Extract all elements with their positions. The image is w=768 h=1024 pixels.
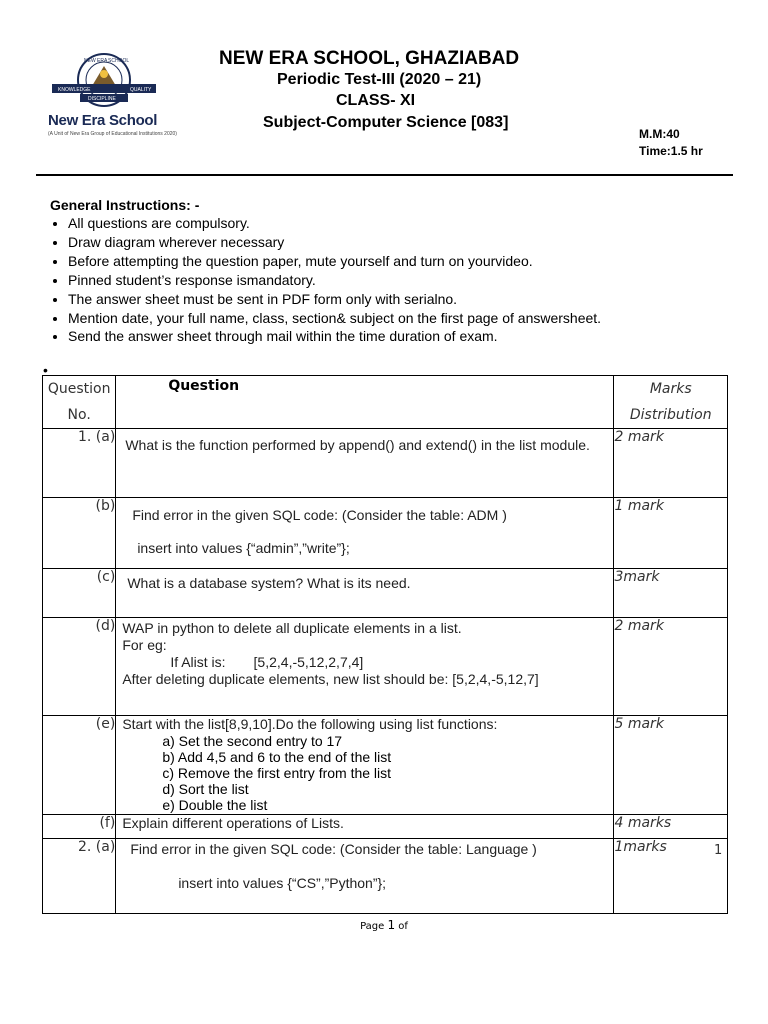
logo-emblem-icon <box>44 50 164 112</box>
max-marks: M.M:40 <box>639 127 680 141</box>
svg-text:NEW ERA: NEW ERA <box>84 58 108 64</box>
question-number: (b) <box>43 498 116 569</box>
question-text: WAP in python to delete all duplicate elements in a list. <box>122 620 462 636</box>
time-allowed: Time:1.5 hr <box>639 144 703 158</box>
instruction-item: • Mention date, your full name, class, section& subject on the first page of answersheet. <box>68 309 768 328</box>
question-number: (e) <box>43 716 116 815</box>
question-text: Find error in the given SQL code: (Consider the table: Language ) <box>130 841 537 857</box>
question-number: (c) <box>43 569 116 618</box>
table-row <box>43 429 728 498</box>
question-number: (f) <box>43 815 116 839</box>
sub-question: e) Double the list <box>162 797 268 813</box>
sub-question: a) Set the second entry to 17 <box>162 733 343 749</box>
side-number: 1 <box>714 843 723 858</box>
empty-bullet: • <box>43 362 48 378</box>
table-row <box>43 839 728 914</box>
svg-text:SCHOOL: SCHOOL <box>108 58 130 64</box>
svg-text:KNOWLEDGE: KNOWLEDGE <box>58 87 91 93</box>
question-code: insert into values {“CS”,”Python”}; <box>178 875 387 891</box>
school-name: NEW ERA SCHOOL, GHAZIABAD <box>219 48 520 69</box>
question-number: (d) <box>43 618 116 716</box>
class-name: CLASS- XI <box>336 92 416 109</box>
question-marks: 5 mark <box>614 716 728 815</box>
question-text: Explain different operations of Lists. <box>122 815 344 831</box>
sub-question-list <box>116 733 613 813</box>
question-code: insert into values {“admin”,”write”}; <box>137 540 350 556</box>
question-expected: After deleting duplicate elements, new list should be: [5,2,4,-5,12,7] <box>122 671 539 687</box>
question-example: If Alist is: [5,2,4,-5,12,2,7,4] <box>170 654 364 670</box>
instruction-item: • Pinned student’s response ismandatory. <box>68 271 768 290</box>
sub-question: c) Remove the first entry from the list <box>162 765 392 781</box>
table-row <box>43 498 728 569</box>
question-example-label: For eg: <box>122 637 167 653</box>
instructions-title: General Instructions: - <box>50 197 200 213</box>
page-number: 1 <box>387 918 396 932</box>
table-row <box>43 815 728 839</box>
question-marks: 2 mark <box>614 429 728 498</box>
table-header-row <box>43 376 728 429</box>
instruction-item: • All questions are compulsory. <box>68 214 768 233</box>
header-question-no: Question No. <box>43 376 116 429</box>
instruction-item: • The answer sheet must be sent in PDF form only with serialno. <box>68 290 768 309</box>
sub-question: d) Sort the list <box>162 781 249 797</box>
page-footer: Page 1 of <box>360 918 408 932</box>
sub-question: b) Add 4,5 and 6 to the end of the list <box>162 749 392 765</box>
logo-name: New Era School <box>48 112 158 129</box>
question-marks: 3mark <box>614 569 728 618</box>
subject-name: Subject-Computer Science [083] <box>263 114 509 131</box>
svg-text:DISCIPLINE: DISCIPLINE <box>88 96 116 102</box>
question-text: What is a database system? What is its need. <box>127 575 411 591</box>
instruction-item: • Send the answer sheet through mail within the time duration of exam. <box>68 327 768 346</box>
question-marks: 1 mark <box>614 498 728 569</box>
header-question: Question <box>116 376 614 429</box>
question-text: Find error in the given SQL code: (Consider the table: ADM ) <box>132 507 507 523</box>
question-text: What is the function performed by append() and extend() in the list module. <box>125 437 590 453</box>
table-row <box>43 569 728 618</box>
question-number: 2. (a) <box>43 839 116 914</box>
instruction-item: • Before attempting the question paper, mute yourself and turn on yourvideo. <box>68 252 768 271</box>
header-marks: Marks Distribution <box>614 376 728 429</box>
header-divider <box>36 174 733 176</box>
instruction-item: • Draw diagram wherever necessary <box>68 233 768 252</box>
table-row <box>43 618 728 716</box>
table-row <box>43 716 728 815</box>
svg-text:QUALITY: QUALITY <box>130 87 152 93</box>
test-name: Periodic Test-III (2020 – 21) <box>277 71 482 88</box>
logo-tagline: (A Unit of New Era Group of Educational Institutions 2020) <box>48 131 177 137</box>
question-marks: 4 marks <box>614 815 728 839</box>
question-marks: 1marks <box>614 839 728 914</box>
question-number: 1. (a) <box>43 429 116 498</box>
question-marks: 2 mark <box>614 618 728 716</box>
instructions-list <box>26 214 768 346</box>
question-table <box>42 375 728 914</box>
question-text: Start with the list[8,9,10].Do the following using list functions: <box>122 716 498 732</box>
